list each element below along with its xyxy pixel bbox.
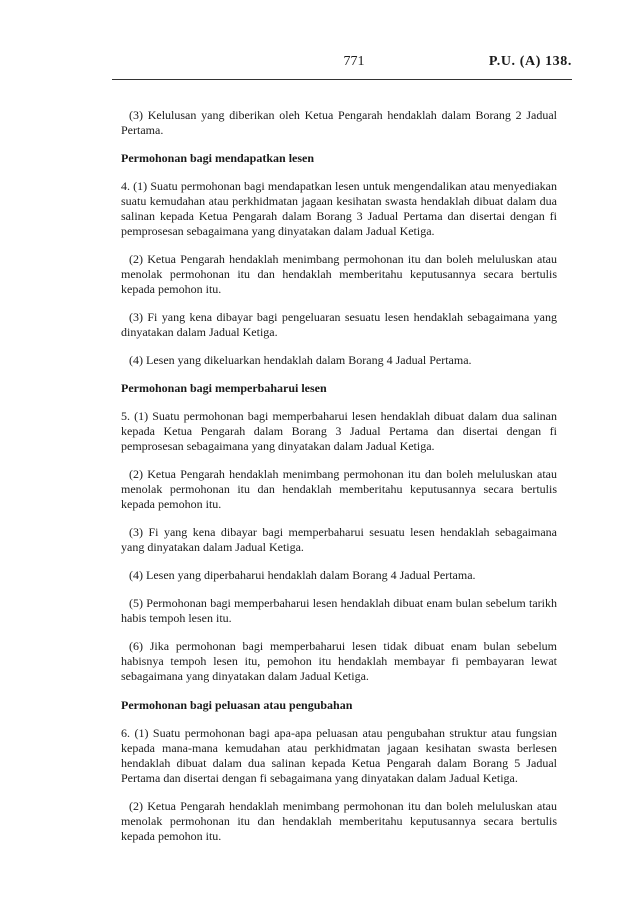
heading-permohonan-lesen: Permohonan bagi mendapatkan lesen <box>121 151 315 165</box>
paragraph-6-2: (2) Ketua Pengarah hendaklah menimbang permohonan itu dan boleh meluluskan atau menolak permohonan itu dan hendaklah memberitahu keputusannya secara bertulis kepada pemohon itu. <box>121 799 557 843</box>
page-header <box>112 54 572 72</box>
paragraph-4-2: (2) Ketua Pengarah hendaklah menimbang permohonan itu dan boleh meluluskan atau menolak permohonan itu dan hendaklah memberitahu keputusannya secara bertulis kepada pemohon itu. <box>121 252 557 296</box>
paragraph-5-4: (4) Lesen yang diperbaharui hendaklah dalam Borang 4 Jadual Pertama. <box>129 568 476 582</box>
gazette-reference: P.U. (A) 138. <box>488 54 572 69</box>
heading-memperbaharui-lesen: Permohonan bagi memperbaharui lesen <box>121 381 327 395</box>
paragraph-5-3: (3) Fi yang kena dibayar bagi memperbaharui sesuatu lesen hendaklah sebagaimana yang dinyatakan dalam Jadual Ketiga. <box>121 525 557 554</box>
heading-peluasan-pengubahan: Permohonan bagi peluasan atau pengubahan <box>121 698 353 712</box>
paragraph-4-1: 4. (1) Suatu permohonan bagi mendapatkan lesen untuk mengendalikan atau menyediakan suatu kemudahan atau perkhidmatan jagaan kesihatan swasta hendaklah dibuat dalam dua salinan kepada Ketua Pengarah dalam Borang 3 Jadual Pertama dan disertai dengan fi pemprosesan sebagaimana yang dinyatakan dalam Jadual Ketiga. <box>121 179 557 238</box>
paragraph-5-2: (2) Ketua Pengarah hendaklah menimbang permohonan itu dan boleh meluluskan atau menolak permohonan itu dan hendaklah memberitahu keputusannya secara bertulis kepada pemohon itu. <box>121 467 557 511</box>
header-rule <box>112 79 572 80</box>
paragraph-4-4: (4) Lesen yang dikeluarkan hendaklah dalam Borang 4 Jadual Pertama. <box>129 353 472 367</box>
paragraph-3-3: (3) Kelulusan yang diberikan oleh Ketua Pengarah hendaklah dalam Borang 2 Jadual Pertama. <box>121 108 557 137</box>
document-body <box>121 108 557 857</box>
paragraph-5-6: (6) Jika permohonan bagi memperbaharui lesen tidak dibuat enam bulan sebelum habisnya tempoh lesen itu, pemohon itu hendaklah membayar fi pembayaran lewat sebagaimana yang dinyatakan dalam Jadual Ketiga. <box>121 639 557 683</box>
paragraph-5-1: 5. (1) Suatu permohonan bagi memperbaharui lesen hendaklah dibuat dalam dua salinan kepada Ketua Pengarah dalam Borang 3 Jadual Pertama dan disertai dengan fi pemprosesan sebagaimana yang dinyatakan dalam Jadual Ketiga. <box>121 409 557 453</box>
paragraph-6-1: 6. (1) Suatu permohonan bagi apa-apa peluasan atau pengubahan struktur atau fungsian kepada mana-mana kemudahan atau perkhidmatan jagaan kesihatan swasta berlesen hendaklah dibuat dalam dua salinan kepada Ketua Pengarah dalam Borang 5 Jadual Pertama dan disertai dengan fi sebagaimana yang dinyatakan dalam Jadual Ketiga. <box>121 726 557 785</box>
page-number: 771 <box>343 54 365 69</box>
paragraph-4-3: (3) Fi yang kena dibayar bagi pengeluaran sesuatu lesen hendaklah sebagaimana yang dinyatakan dalam Jadual Ketiga. <box>121 310 557 339</box>
paragraph-5-5: (5) Permohonan bagi memperbaharui lesen hendaklah dibuat enam bulan sebelum tarikh habis tempoh lesen itu. <box>121 596 557 625</box>
